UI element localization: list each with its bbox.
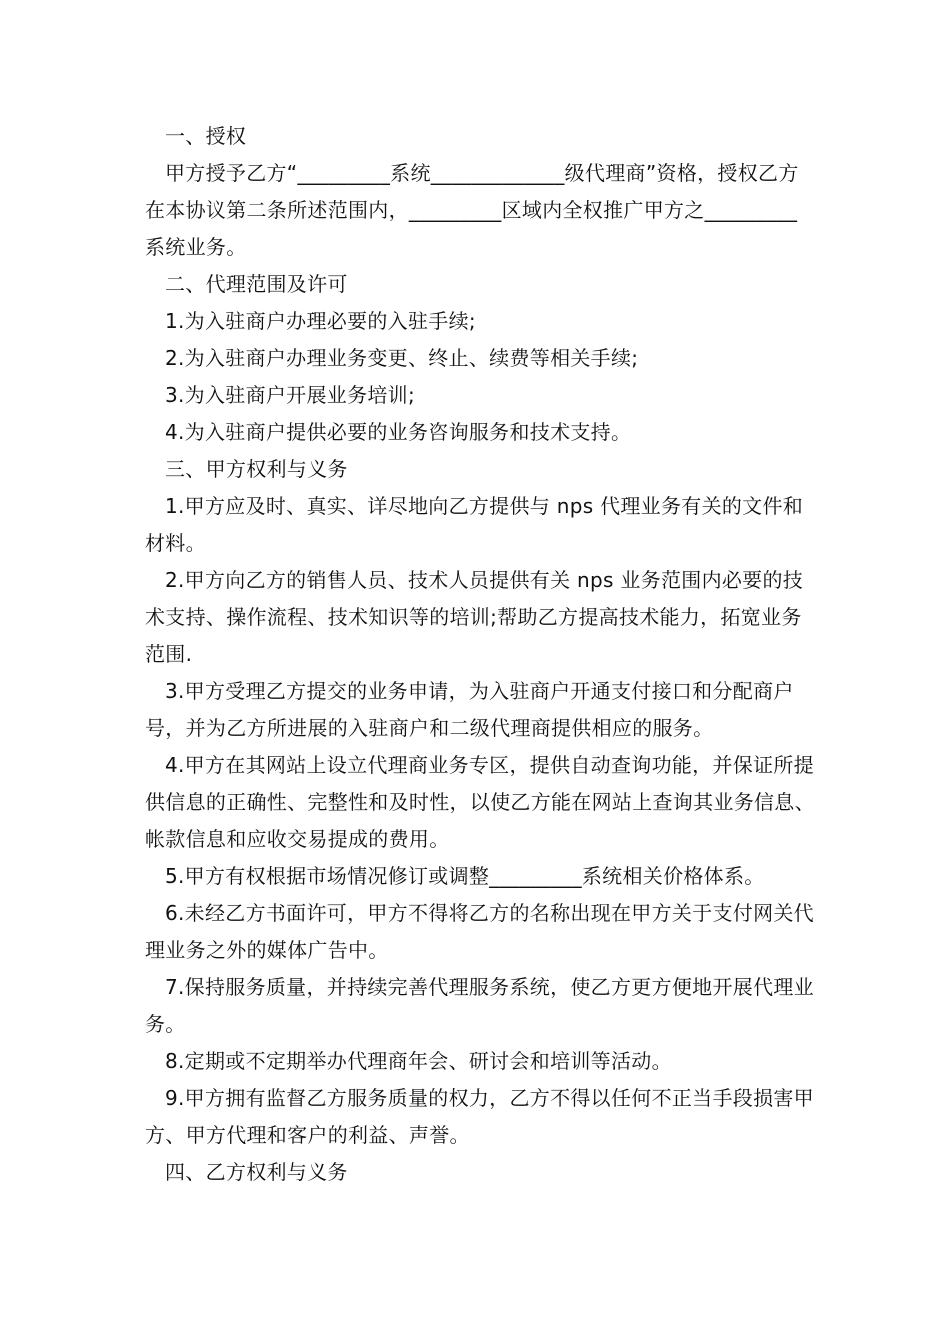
- paragraph-authorization: 甲方授予乙方“_________系统_____________级代理商”资格，授权乙方在本协议第二条所述范围内，_________区域内全权推广甲方之_________系统业务。: [145, 161, 799, 259]
- list-item-party-a-7: 7.保持服务质量，并持续完善代理服务系统，使乙方更方便地开展代理业务。: [145, 975, 814, 1036]
- section-heading-party-a: 三、甲方权利与义务: [165, 457, 348, 481]
- list-item-party-a-3: 3.甲方受理乙方提交的业务申请，为入驻商户开通支付接口和分配商户号，并为乙方所进展的入驻商户和二级代理商提供相应的服务。: [145, 679, 794, 740]
- list-item-scope-2: 2.为入驻商户办理业务变更、终止、续费等相关手续;: [165, 346, 639, 370]
- section-heading-scope: 二、代理范围及许可: [165, 272, 348, 296]
- list-item-party-a-6: 6.未经乙方书面许可，甲方不得将乙方的名称出现在甲方关于支付网关代理业务之外的媒体广告中。: [145, 901, 814, 962]
- list-item-party-a-1: 1.甲方应及时、真实、详尽地向乙方提供与 nps 代理业务有关的文件和材料。: [145, 494, 804, 555]
- document-body: [145, 118, 815, 1191]
- list-item-party-a-9: 9.甲方拥有监督乙方服务质量的权力，乙方不得以任何不正当手段损害甲方、甲方代理和客户的利益、声誉。: [145, 1086, 814, 1147]
- list-item-party-a-2: 2.甲方向乙方的销售人员、技术人员提供有关 nps 业务范围内必要的技术支持、操作流程、技术知识等的培训;帮助乙方提高技术能力，拓宽业务范围.: [145, 568, 804, 666]
- list-item-party-a-8: 8.定期或不定期举办代理商年会、研讨会和培训等活动。: [165, 1049, 672, 1073]
- section-heading-party-b: 四、乙方权利与义务: [165, 1160, 348, 1184]
- list-item-party-a-5: 5.甲方有权根据市场情况修订或调整_________系统相关价格体系。: [165, 864, 765, 888]
- list-item-scope-4: 4.为入驻商户提供必要的业务咨询服务和技术支持。: [165, 420, 632, 444]
- section-heading-authorization: 一、授权: [165, 124, 247, 148]
- list-item-scope-1: 1.为入驻商户办理必要的入驻手续;: [165, 309, 476, 333]
- list-item-party-a-4: 4.甲方在其网站上设立代理商业务专区，提供自动查询功能，并保证所提供信息的正确性、完整性和及时性，以使乙方能在网站上查询其业务信息、帐款信息和应收交易提成的费用。: [145, 753, 815, 851]
- list-item-scope-3: 3.为入驻商户开展业务培训;: [165, 383, 416, 407]
